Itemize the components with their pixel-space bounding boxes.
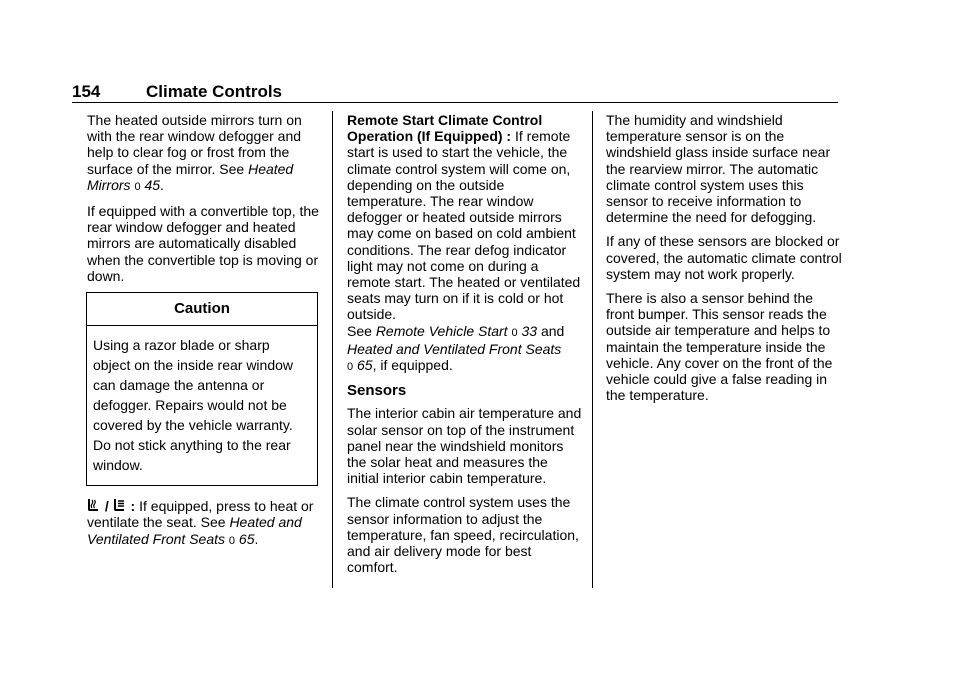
period: .: [160, 176, 164, 193]
column-2: [347, 112, 583, 583]
page-ref-45[interactable]: 45: [144, 176, 161, 193]
mirrors-text: The heated outside mirrors turn on with the rear window defogger and help to clear fog or frost from the surface of the mirror. See: [87, 112, 302, 177]
remote-start-heading: Remote Start Climate Control Operation (If Equipped) :: [347, 112, 543, 145]
page-ref-65[interactable]: 65: [238, 530, 255, 547]
page-ref-33[interactable]: 33: [521, 322, 538, 339]
section-title: Climate Controls: [146, 82, 283, 101]
and-text: and: [537, 322, 565, 339]
remote-start-paragraph: [347, 112, 583, 375]
column-divider-1: [332, 111, 333, 588]
ventilated-seat-icon: [113, 498, 127, 513]
if-equipped-text: , if equipped.: [372, 357, 453, 374]
see-text: See: [347, 322, 376, 339]
sensors-heading: Sensors: [347, 382, 407, 400]
seat-text: If equipped, press to heat or ventilate the seat. See: [87, 498, 314, 531]
page-ref-arrow: 0: [511, 326, 518, 339]
page-number: 154: [72, 82, 101, 101]
remote-vehicle-start-link[interactable]: Remote Vehicle Start: [375, 322, 508, 339]
page-ref-arrow: 0: [347, 361, 354, 374]
caution-box: [86, 292, 318, 486]
page-ref-arrow: 0: [228, 534, 236, 547]
remote-start-text: If remote start is used to start the vehicle, the climate control system will come on, depending on the outside temperature. The rear window defogger or heated outside mirrors may come on based on cold ambient conditions. The rear defog indicator light may not come on during a remote start. The heated or ventilated seats may turn on if it is cold or hot outside.: [347, 128, 581, 323]
page-ref-65-2[interactable]: 65: [357, 357, 373, 374]
heated-seat-icon: [87, 498, 101, 513]
heated-ventilated-seats-link-2[interactable]: Heated and Ventilated Front Seats: [347, 340, 562, 357]
period: .: [254, 530, 259, 547]
bumper-sensor-paragraph: There is also a sensor behind the front bumper. This sensor reads the outside air temperature and helps to maintain the temperature inside the vehicle. Any cover on the front of the vehicle could give a false reading in the temperature.: [606, 290, 833, 404]
mirrors-paragraph: [87, 112, 325, 195]
blocked-sensors-paragraph: If any of these sensors are blocked or covered, the automatic climate control system may not work properly.: [606, 233, 842, 282]
seat-paragraph: [87, 498, 325, 549]
colon: :: [126, 498, 140, 515]
heated-ventilated-seats-link[interactable]: Heated and Ventilated Front Seats: [87, 514, 302, 547]
column-1: [87, 112, 325, 557]
humidity-paragraph: The humidity and windshield temperature sensor is on the windshield glass inside surface near the rearview mirror. The automatic climate control system uses this sensor to receive information to determine the need for defogging.: [606, 112, 831, 226]
column-divider-2: [592, 111, 593, 588]
separator: /: [101, 498, 113, 515]
convertible-paragraph: If equipped with a convertible top, the rear window defogger and heated mirrors are automatically disabled when the convertible top is moving or down.: [87, 203, 319, 284]
heated-mirrors-link[interactable]: Heated Mirrors: [87, 160, 294, 193]
column-3: [606, 112, 842, 411]
caution-body: Using a razor blade or sharp object on the inside rear window can damage the antenna or defogger. Repairs would not be covered by the vehicle warranty. Do not stick anything to the rear window.: [93, 337, 294, 474]
caution-title: Caution: [87, 293, 317, 326]
header-divider: [72, 102, 838, 103]
sensors-paragraph-1: The interior cabin air temperature and solar sensor on top of the instrument panel near the windshield monitors the solar heat and measures the initial interior cabin temperature.: [347, 405, 582, 487]
sensors-paragraph-2: The climate control system uses the sensor information to adjust the temperature, fan speed, recirculation, and air delivery mode for best comfort.: [347, 494, 579, 576]
page-ref-arrow: 0: [134, 180, 141, 193]
